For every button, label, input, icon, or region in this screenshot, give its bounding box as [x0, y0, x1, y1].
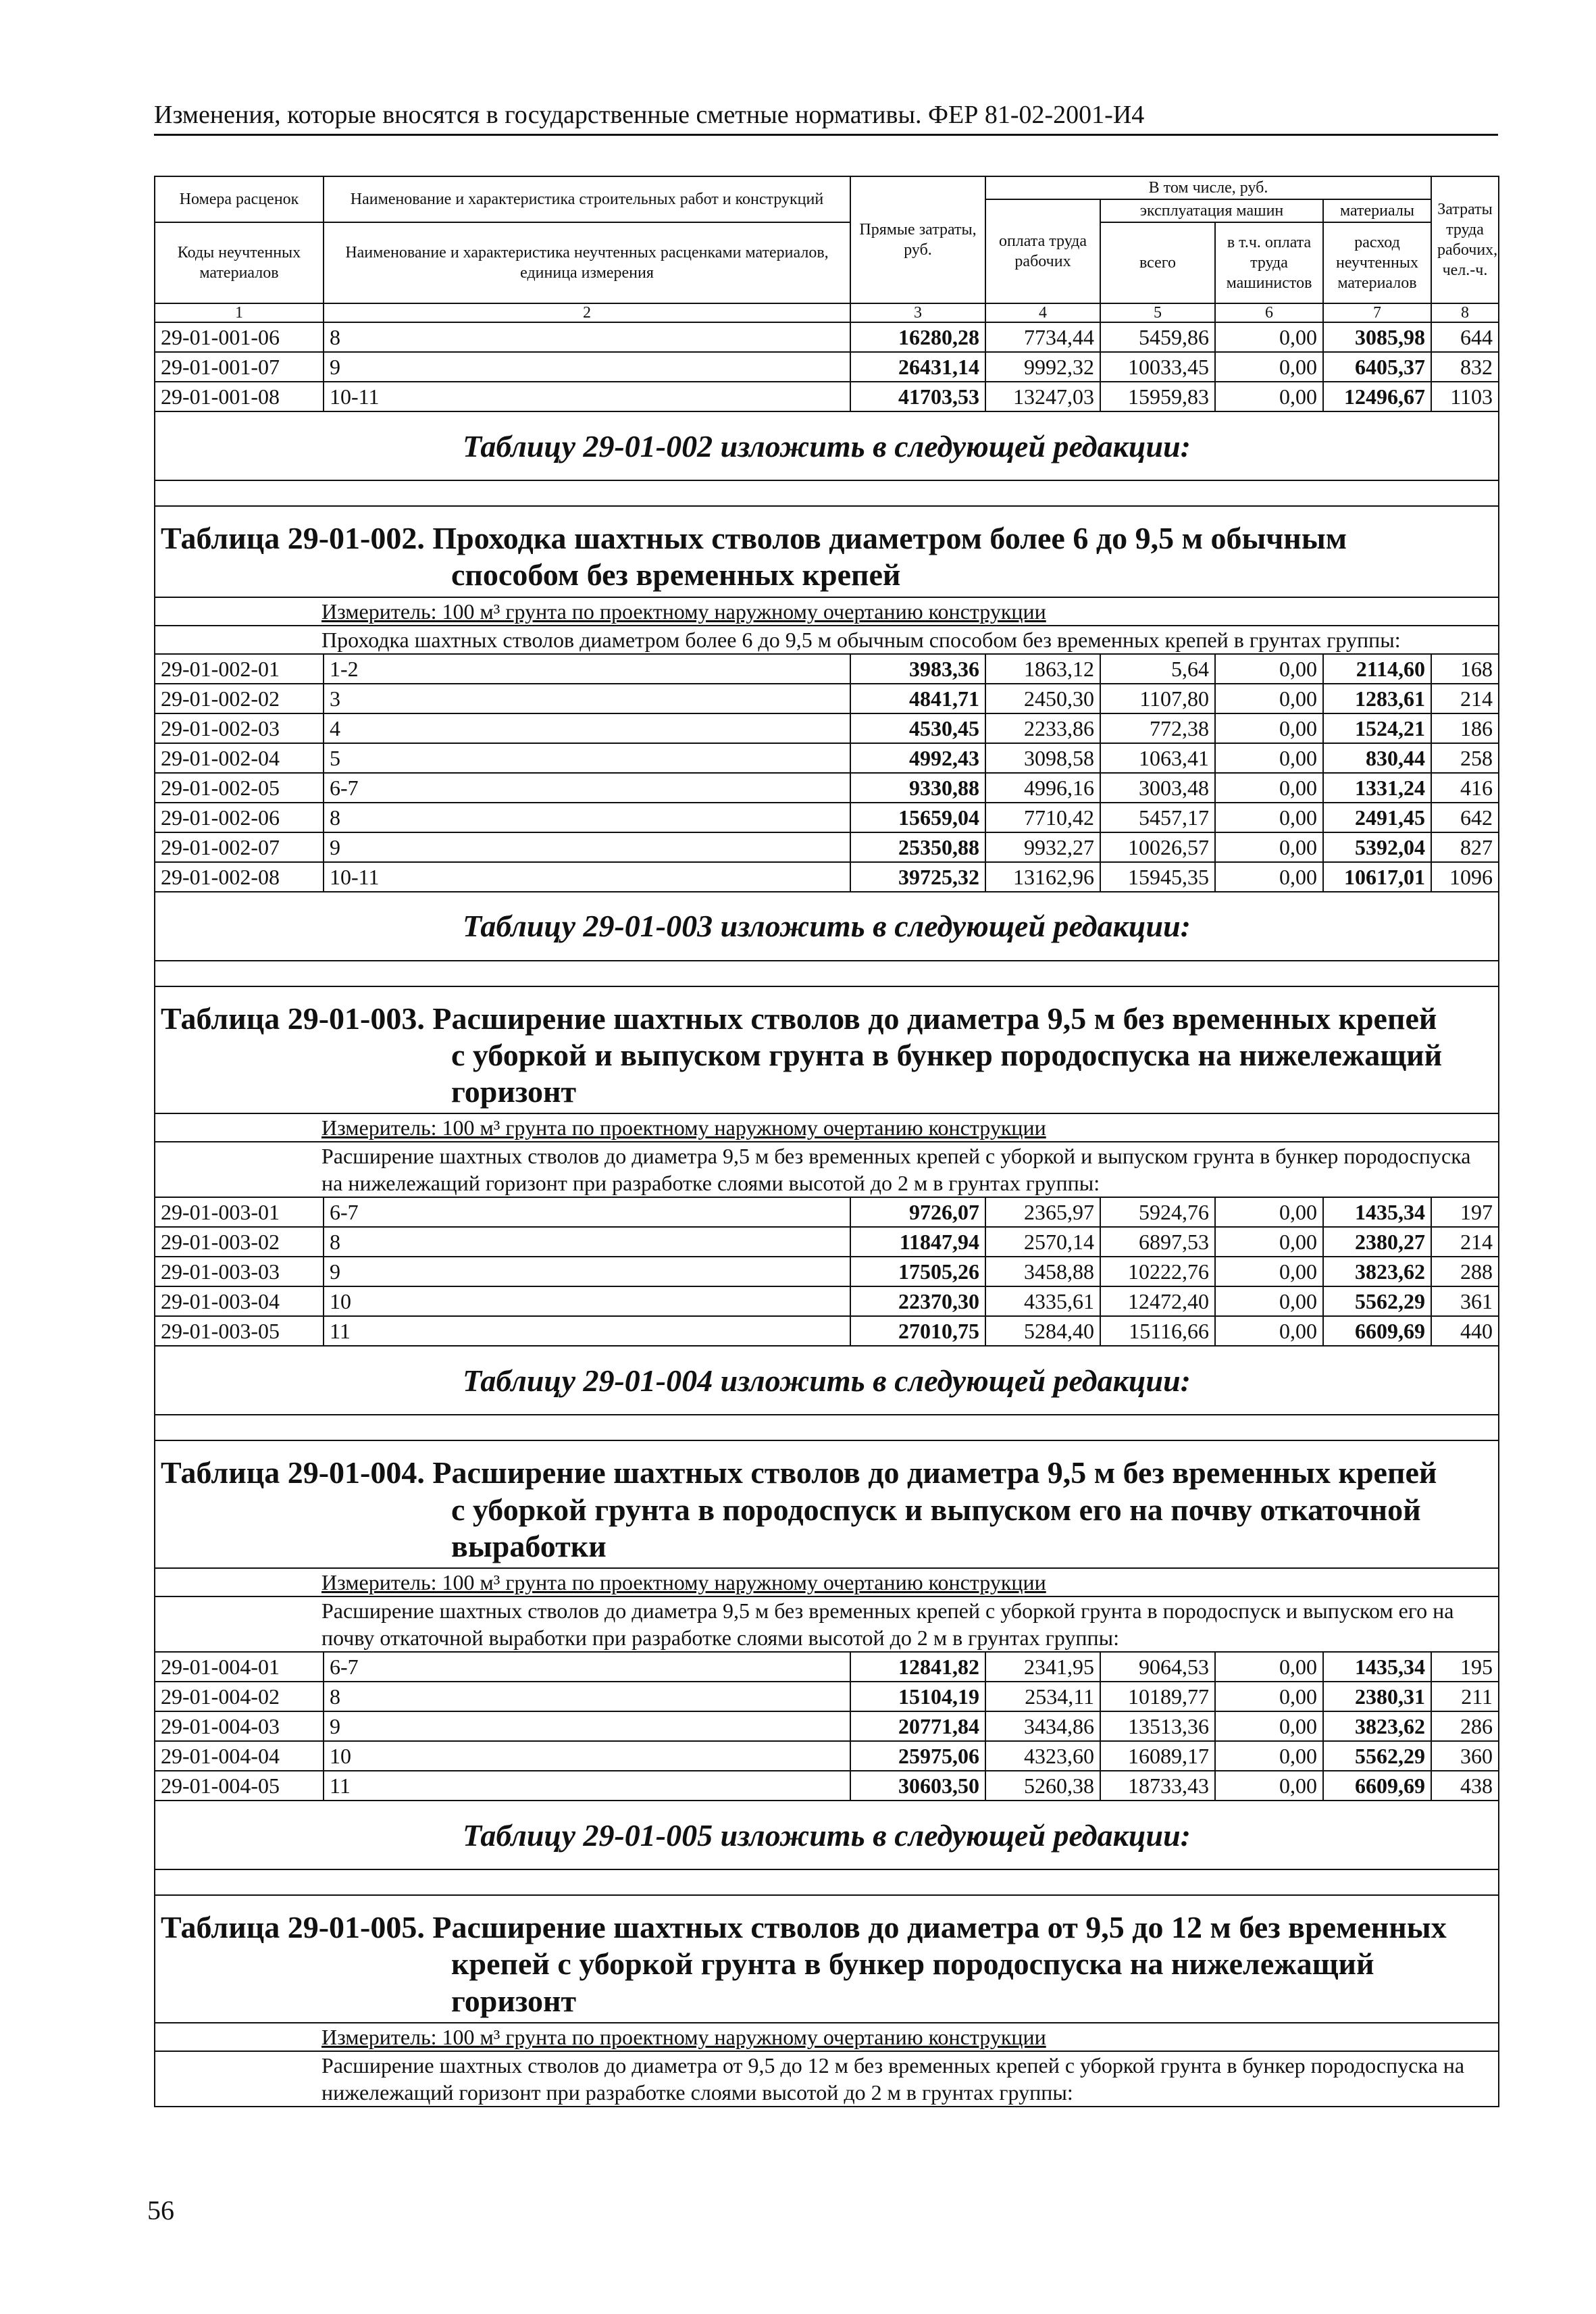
cell-labor: 9992,32	[985, 352, 1100, 382]
cell-mat: 12496,67	[1323, 382, 1431, 411]
cell-mach-labor: 0,00	[1215, 1257, 1323, 1286]
cell-mach-labor: 0,00	[1215, 322, 1323, 352]
cell-mach: 5459,86	[1100, 322, 1215, 352]
cell-code: 29-01-002-01	[155, 654, 324, 684]
cell-mach: 6897,53	[1100, 1227, 1215, 1257]
rows-29-01-003	[155, 1197, 1499, 1346]
cell-mach-labor: 0,00	[1215, 862, 1323, 892]
cell-hours: 168	[1431, 654, 1499, 684]
description-29-01-005: Расширение шахтных стволов до диаметра от 9,5 до 12 м без временных крепей с уборкой грунта в бункер породоспуска на нижележащий горизонт при разработке слоями высотой до 2 м в грунтах группы:	[155, 2051, 1499, 2107]
cell-mat: 2491,45	[1323, 803, 1431, 832]
cell-mach-labor: 0,00	[1215, 1286, 1323, 1316]
col-number: 3	[850, 303, 985, 322]
cell-name: 11	[324, 1771, 850, 1801]
cell-mat: 1524,21	[1323, 713, 1431, 743]
table-row	[155, 1652, 1499, 1682]
cell-code: 29-01-001-07	[155, 352, 324, 382]
cell-mach: 15959,83	[1100, 382, 1215, 411]
cell-name: 5	[324, 743, 850, 773]
cell-direct: 22370,30	[850, 1286, 985, 1316]
cell-mat: 2380,27	[1323, 1227, 1431, 1257]
cell-mat: 830,44	[1323, 743, 1431, 773]
col-number: 5	[1100, 303, 1215, 322]
cell-labor: 3458,88	[985, 1257, 1100, 1286]
cell-labor: 5284,40	[985, 1316, 1100, 1346]
cell-mach: 16089,17	[1100, 1741, 1215, 1771]
cell-direct: 9726,07	[850, 1197, 985, 1227]
cell-hours: 438	[1431, 1771, 1499, 1801]
cell-direct: 30603,50	[850, 1771, 985, 1801]
cell-code: 29-01-003-02	[155, 1227, 324, 1257]
cell-hours: 258	[1431, 743, 1499, 773]
page-number: 56	[147, 2195, 174, 2225]
cell-labor: 9932,27	[985, 832, 1100, 862]
title-line: с уборкой и выпуском грунта в бункер породоспуска на нижележащий	[451, 1037, 1443, 1072]
col-head-labor-pay: оплата труда рабочих	[985, 199, 1100, 303]
column-numbers-row	[155, 303, 1499, 322]
cell-mach: 9064,53	[1100, 1652, 1215, 1682]
cell-mach-labor: 0,00	[1215, 654, 1323, 684]
cell-hours: 288	[1431, 1257, 1499, 1286]
col-number: 6	[1215, 303, 1323, 322]
cell-name: 6-7	[324, 1652, 850, 1682]
cell-name: 1-2	[324, 654, 850, 684]
cell-mach: 3003,48	[1100, 773, 1215, 803]
cell-mach-labor: 0,00	[1215, 832, 1323, 862]
rows-29-01-001	[155, 322, 1499, 411]
cell-name: 10	[324, 1286, 850, 1316]
cell-labor: 2365,97	[985, 1197, 1100, 1227]
col-number: 2	[324, 303, 850, 322]
cell-mat: 6609,69	[1323, 1771, 1431, 1801]
table-row	[155, 1316, 1499, 1346]
table-row	[155, 1711, 1499, 1741]
table-title-29-01-004	[155, 1440, 1499, 1568]
running-header: Изменения, которые вносятся в государственные сметные нормативы. ФЕР 81-02-2001-И4	[154, 101, 1145, 129]
cell-code: 29-01-002-03	[155, 713, 324, 743]
cell-mat: 2380,31	[1323, 1682, 1431, 1711]
cell-name: 6-7	[324, 1197, 850, 1227]
cell-name: 4	[324, 713, 850, 743]
cell-mat: 5392,04	[1323, 832, 1431, 862]
estimate-table	[154, 176, 1499, 2107]
cell-direct: 15659,04	[850, 803, 985, 832]
cell-direct: 4841,71	[850, 684, 985, 713]
cell-labor: 2341,95	[985, 1652, 1100, 1682]
cell-code: 29-01-003-04	[155, 1286, 324, 1316]
cell-hours: 214	[1431, 684, 1499, 713]
cell-mat: 6609,69	[1323, 1316, 1431, 1346]
table-row	[155, 832, 1499, 862]
cell-code: 29-01-002-05	[155, 773, 324, 803]
table-row	[155, 862, 1499, 892]
col-head-machines-total: всего	[1100, 222, 1215, 303]
cell-code: 29-01-004-01	[155, 1652, 324, 1682]
instruction-29-01-002: Таблицу 29-01-002 изложить в следующей редакции:	[155, 411, 1499, 480]
cell-labor: 7734,44	[985, 322, 1100, 352]
cell-mach: 13513,36	[1100, 1711, 1215, 1741]
cell-name: 10-11	[324, 382, 850, 411]
cell-name: 11	[324, 1316, 850, 1346]
cell-name: 9	[324, 1257, 850, 1286]
title-line: горизонт	[451, 1074, 577, 1109]
table-title-29-01-005	[155, 1895, 1499, 2023]
cell-mat: 5562,29	[1323, 1286, 1431, 1316]
col-head-unaccounted-codes: Коды неучтенных материалов	[155, 222, 324, 303]
cell-mach: 1107,80	[1100, 684, 1215, 713]
cell-mach-labor: 0,00	[1215, 1741, 1323, 1771]
cell-mach-labor: 0,00	[1215, 684, 1323, 713]
cell-labor: 4335,61	[985, 1286, 1100, 1316]
cell-mach-labor: 0,00	[1215, 352, 1323, 382]
cell-name: 6-7	[324, 773, 850, 803]
col-head-labor-hours: Затраты труда рабочих, чел.-ч.	[1431, 176, 1499, 303]
cell-mach-labor: 0,00	[1215, 743, 1323, 773]
cell-mach-labor: 0,00	[1215, 1771, 1323, 1801]
col-head-machinist-pay: в т.ч. оплата труда машинистов	[1215, 222, 1323, 303]
cell-code: 29-01-002-04	[155, 743, 324, 773]
cell-name: 8	[324, 322, 850, 352]
cell-direct: 27010,75	[850, 1316, 985, 1346]
cell-mach-labor: 0,00	[1215, 1682, 1323, 1711]
cell-labor: 3434,86	[985, 1711, 1100, 1741]
cell-direct: 39725,32	[850, 862, 985, 892]
cell-direct: 25350,88	[850, 832, 985, 862]
cell-hours: 214	[1431, 1227, 1499, 1257]
cell-labor: 4323,60	[985, 1741, 1100, 1771]
cell-mach: 15116,66	[1100, 1316, 1215, 1346]
table-row	[155, 684, 1499, 713]
measure-29-01-005: Измеритель: 100 м³ грунта по проектному наружному очертанию конструкции	[155, 2023, 1499, 2051]
cell-mat: 1283,61	[1323, 684, 1431, 713]
title-line: Таблица 29-01-004. Расширение шахтных стволов до диаметра 9,5 м без временных крепей	[161, 1455, 1437, 1490]
table-row	[155, 1771, 1499, 1801]
cell-mach-labor: 0,00	[1215, 1711, 1323, 1741]
title-line: Таблица 29-01-005. Расширение шахтных стволов до диаметра от 9,5 до 12 м без временных	[161, 1910, 1447, 1945]
cell-mat: 1435,34	[1323, 1652, 1431, 1682]
cell-hours: 361	[1431, 1286, 1499, 1316]
table-row	[155, 803, 1499, 832]
cell-mach-labor: 0,00	[1215, 1652, 1323, 1682]
rows-29-01-004	[155, 1652, 1499, 1801]
cell-code: 29-01-004-05	[155, 1771, 324, 1801]
description-29-01-004: Расширение шахтных стволов до диаметра 9,5 м без временных крепей с уборкой грунта в породоспуск и выпуском его на почву откаточной выработки при разработке слоями высотой до 2 м в грунтах группы:	[155, 1596, 1499, 1652]
cell-mach: 15945,35	[1100, 862, 1215, 892]
cell-mach: 10033,45	[1100, 352, 1215, 382]
cell-mach: 10189,77	[1100, 1682, 1215, 1711]
cell-direct: 16280,28	[850, 322, 985, 352]
table-row	[155, 1257, 1499, 1286]
cell-hours: 197	[1431, 1197, 1499, 1227]
cell-direct: 26431,14	[850, 352, 985, 382]
cell-labor: 2570,14	[985, 1227, 1100, 1257]
cell-code: 29-01-003-03	[155, 1257, 324, 1286]
cell-hours: 360	[1431, 1741, 1499, 1771]
blank-row	[155, 480, 1499, 506]
cell-mat: 2114,60	[1323, 654, 1431, 684]
table-row	[155, 1682, 1499, 1711]
table-row	[155, 322, 1499, 352]
cell-code: 29-01-001-08	[155, 382, 324, 411]
cell-mach: 1063,41	[1100, 743, 1215, 773]
cell-name: 8	[324, 803, 850, 832]
cell-labor: 3098,58	[985, 743, 1100, 773]
col-head-group: В том числе, руб.	[985, 176, 1431, 199]
cell-mat: 1331,24	[1323, 773, 1431, 803]
cell-hours: 286	[1431, 1711, 1499, 1741]
table-row	[155, 352, 1499, 382]
col-head-machines: эксплуатация машин	[1100, 199, 1323, 222]
rows-29-01-002	[155, 654, 1499, 892]
cell-mat: 3823,62	[1323, 1257, 1431, 1286]
cell-hours: 644	[1431, 322, 1499, 352]
table-row	[155, 743, 1499, 773]
cell-name: 3	[324, 684, 850, 713]
cell-labor: 7710,42	[985, 803, 1100, 832]
cell-name: 9	[324, 1711, 850, 1741]
cell-direct: 17505,26	[850, 1257, 985, 1286]
cell-mach-labor: 0,00	[1215, 1316, 1323, 1346]
cell-mat: 10617,01	[1323, 862, 1431, 892]
title-line: горизонт	[451, 1983, 577, 2018]
cell-mat: 1435,34	[1323, 1197, 1431, 1227]
cell-mach-labor: 0,00	[1215, 773, 1323, 803]
cell-hours: 1096	[1431, 862, 1499, 892]
cell-mach: 5924,76	[1100, 1197, 1215, 1227]
title-line: Таблица 29-01-003. Расширение шахтных стволов до диаметра 9,5 м без временных крепей	[161, 1001, 1437, 1036]
measure-29-01-002: Измеритель: 100 м³ грунта по проектному наружному очертанию конструкции	[155, 597, 1499, 626]
title-line: выработки	[451, 1528, 607, 1563]
cell-hours: 211	[1431, 1682, 1499, 1711]
cell-mach: 772,38	[1100, 713, 1215, 743]
cell-mat: 5562,29	[1323, 1741, 1431, 1771]
cell-hours: 440	[1431, 1316, 1499, 1346]
cell-mat: 3085,98	[1323, 322, 1431, 352]
cell-labor: 4996,16	[985, 773, 1100, 803]
col-head-direct-costs: Прямые затраты, руб.	[850, 176, 985, 303]
cell-mach: 10026,57	[1100, 832, 1215, 862]
cell-code: 29-01-003-05	[155, 1316, 324, 1346]
cell-hours: 195	[1431, 1652, 1499, 1682]
description-29-01-003: Расширение шахтных стволов до диаметра 9,5 м без временных крепей с уборкой и выпуском грунта в бункер породоспуска на нижележащий горизонт при разработке слоями высотой до 2 м в грунтах группы:	[155, 1142, 1499, 1197]
cell-code: 29-01-002-08	[155, 862, 324, 892]
table-row	[155, 713, 1499, 743]
instruction-29-01-005: Таблицу 29-01-005 изложить в следующей редакции:	[155, 1801, 1499, 1869]
cell-mat: 3823,62	[1323, 1711, 1431, 1741]
cell-name: 8	[324, 1682, 850, 1711]
table-title-29-01-002	[155, 506, 1499, 597]
cell-mach: 5,64	[1100, 654, 1215, 684]
cell-code: 29-01-004-04	[155, 1741, 324, 1771]
cell-code: 29-01-003-01	[155, 1197, 324, 1227]
instruction-29-01-003: Таблицу 29-01-003 изложить в следующей редакции:	[155, 892, 1499, 961]
title-line: способом без временных крепей	[451, 557, 901, 593]
cell-labor: 1863,12	[985, 654, 1100, 684]
cell-code: 29-01-002-06	[155, 803, 324, 832]
cell-mach: 18733,43	[1100, 1771, 1215, 1801]
cell-code: 29-01-004-03	[155, 1711, 324, 1741]
cell-labor: 13247,03	[985, 382, 1100, 411]
col-head-materials: материалы	[1323, 199, 1431, 222]
cell-mach-labor: 0,00	[1215, 803, 1323, 832]
table-row	[155, 1197, 1499, 1227]
cell-direct: 4992,43	[850, 743, 985, 773]
cell-name: 9	[324, 832, 850, 862]
cell-mach: 10222,76	[1100, 1257, 1215, 1286]
cell-name: 8	[324, 1227, 850, 1257]
col-number: 7	[1323, 303, 1431, 322]
cell-labor: 2534,11	[985, 1682, 1100, 1711]
cell-mat: 6405,37	[1323, 352, 1431, 382]
description-29-01-002: Проходка шахтных стволов диаметром более 6 до 9,5 м обычным способом без временных крепей в грунтах группы:	[155, 626, 1499, 654]
measure-29-01-004: Измеритель: 100 м³ грунта по проектному наружному очертанию конструкции	[155, 1568, 1499, 1596]
cell-hours: 827	[1431, 832, 1499, 862]
header-rule	[154, 134, 1498, 136]
cell-code: 29-01-002-07	[155, 832, 324, 862]
cell-hours: 642	[1431, 803, 1499, 832]
blank-row	[155, 1415, 1499, 1440]
cell-direct: 20771,84	[850, 1711, 985, 1741]
cell-direct: 9330,88	[850, 773, 985, 803]
table-row	[155, 1741, 1499, 1771]
cell-hours: 186	[1431, 713, 1499, 743]
title-line: крепей с уборкой грунта в бункер породоспуска на нижележащий	[451, 1946, 1374, 1982]
col-number: 8	[1431, 303, 1499, 322]
cell-mach-labor: 0,00	[1215, 1197, 1323, 1227]
cell-labor: 5260,38	[985, 1771, 1100, 1801]
table-row	[155, 382, 1499, 411]
cell-mach: 5457,17	[1100, 803, 1215, 832]
col-number: 1	[155, 303, 324, 322]
table-row	[155, 654, 1499, 684]
measure-29-01-003: Измеритель: 100 м³ грунта по проектному наружному очертанию конструкции	[155, 1113, 1499, 1142]
cell-direct: 4530,45	[850, 713, 985, 743]
cell-direct: 3983,36	[850, 654, 985, 684]
cell-direct: 41703,53	[850, 382, 985, 411]
cell-mach: 12472,40	[1100, 1286, 1215, 1316]
cell-direct: 11847,94	[850, 1227, 985, 1257]
col-head-material-use: расход неучтенных материалов	[1323, 222, 1431, 303]
instruction-29-01-004: Таблицу 29-01-004 изложить в следующей редакции:	[155, 1346, 1499, 1415]
col-head-rate-numbers: Номера расценок	[155, 176, 324, 222]
cell-direct: 15104,19	[850, 1682, 985, 1711]
table-row	[155, 1286, 1499, 1316]
document-body	[154, 176, 1498, 2107]
table-title-29-01-003	[155, 986, 1499, 1114]
cell-hours: 832	[1431, 352, 1499, 382]
cell-labor: 2233,86	[985, 713, 1100, 743]
col-head-work-name: Наименование и характеристика строительных работ и конструкций	[324, 176, 850, 222]
table-row	[155, 1227, 1499, 1257]
blank-row	[155, 961, 1499, 986]
cell-direct: 12841,82	[850, 1652, 985, 1682]
cell-labor: 2450,30	[985, 684, 1100, 713]
blank-row	[155, 1869, 1499, 1895]
title-line: с уборкой грунта в породоспуск и выпуском его на почву откаточной	[451, 1492, 1421, 1527]
col-number: 4	[985, 303, 1100, 322]
cell-direct: 25975,06	[850, 1741, 985, 1771]
cell-mach-labor: 0,00	[1215, 713, 1323, 743]
cell-name: 10-11	[324, 862, 850, 892]
cell-code: 29-01-002-02	[155, 684, 324, 713]
cell-labor: 13162,96	[985, 862, 1100, 892]
title-line: Таблица 29-01-002. Проходка шахтных стволов диаметром более 6 до 9,5 м обычным	[161, 521, 1347, 555]
cell-code: 29-01-001-06	[155, 322, 324, 352]
cell-hours: 1103	[1431, 382, 1499, 411]
cell-code: 29-01-004-02	[155, 1682, 324, 1711]
cell-mach-labor: 0,00	[1215, 382, 1323, 411]
cell-mach-labor: 0,00	[1215, 1227, 1323, 1257]
cell-name: 9	[324, 352, 850, 382]
col-head-unaccounted-materials: Наименование и характеристика неучтенных расценками материалов, единица измерения	[324, 222, 850, 303]
cell-hours: 416	[1431, 773, 1499, 803]
cell-name: 10	[324, 1741, 850, 1771]
table-row	[155, 773, 1499, 803]
